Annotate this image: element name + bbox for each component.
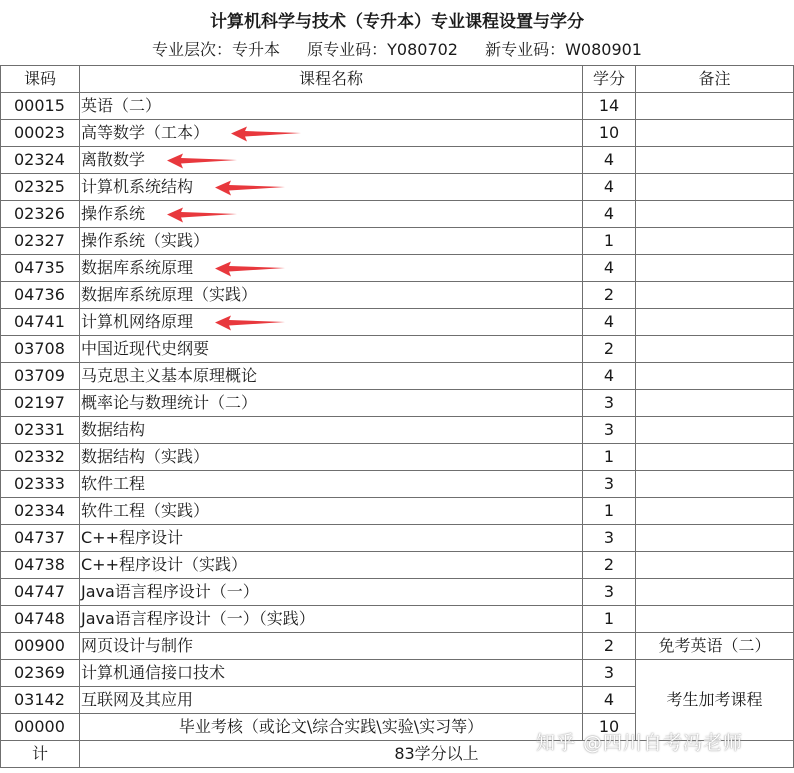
course-credit: 3 bbox=[583, 579, 636, 606]
note-cell bbox=[636, 552, 794, 579]
course-code: 02197 bbox=[1, 390, 80, 417]
course-name: 马克思主义基本原理概论 bbox=[80, 363, 583, 390]
course-credit: 3 bbox=[583, 471, 636, 498]
course-credit: 2 bbox=[583, 633, 636, 660]
course-name: 计算机网络原理 bbox=[80, 309, 583, 336]
note-cell bbox=[636, 525, 794, 552]
course-body bbox=[1, 93, 794, 768]
course-name: 数据结构（实践） bbox=[80, 444, 583, 471]
course-name: 计算机系统结构 bbox=[80, 174, 583, 201]
course-code: 02331 bbox=[1, 417, 80, 444]
course-name: 英语（二） bbox=[80, 93, 583, 120]
table-row bbox=[1, 201, 794, 228]
graduation-code: 00000 bbox=[1, 714, 80, 741]
program-level: 专业层次：专升本 bbox=[152, 40, 281, 59]
course-code: 02325 bbox=[1, 174, 80, 201]
table-row bbox=[1, 498, 794, 525]
course-name: 高等数学（工本） bbox=[80, 120, 583, 147]
total-value: 83学分以上 bbox=[80, 741, 794, 768]
table-row bbox=[1, 282, 794, 309]
course-credit: 4 bbox=[583, 174, 636, 201]
old-program-code: 原专业码：Y080702 bbox=[307, 40, 458, 59]
note-cell bbox=[636, 174, 794, 201]
course-credit: 1 bbox=[583, 498, 636, 525]
header-code: 课码 bbox=[1, 66, 80, 93]
course-code: 02369 bbox=[1, 660, 80, 687]
course-name: 数据结构 bbox=[80, 417, 583, 444]
document-title: 计算机科学与技术（专升本）专业课程设置与学分 bbox=[210, 12, 584, 32]
note-cell bbox=[636, 147, 794, 174]
course-code: 02332 bbox=[1, 444, 80, 471]
course-credit: 2 bbox=[583, 552, 636, 579]
course-table bbox=[0, 65, 794, 768]
course-credit: 3 bbox=[583, 525, 636, 552]
course-name: C++程序设计 bbox=[80, 525, 583, 552]
course-name: 操作系统 bbox=[80, 201, 583, 228]
note-extra-courses: 考生加考课程 bbox=[636, 660, 794, 741]
note-cell bbox=[636, 336, 794, 363]
note-cell bbox=[636, 363, 794, 390]
course-credit: 4 bbox=[583, 363, 636, 390]
course-credit: 4 bbox=[583, 201, 636, 228]
table-row bbox=[1, 579, 794, 606]
total-label: 计 bbox=[1, 741, 80, 768]
graduation-name: 毕业考核（或论文\综合实践\实验\实习等） bbox=[80, 714, 583, 741]
course-credit: 10 bbox=[583, 120, 636, 147]
table-row bbox=[1, 174, 794, 201]
table-row bbox=[1, 147, 794, 174]
course-name: 计算机通信接口技术 bbox=[80, 660, 583, 687]
note-exempt-english: 免考英语（二） bbox=[636, 633, 794, 660]
course-name: 数据库系统原理 bbox=[80, 255, 583, 282]
course-code: 02326 bbox=[1, 201, 80, 228]
table-row bbox=[1, 255, 794, 282]
note-cell bbox=[636, 228, 794, 255]
course-credit: 4 bbox=[583, 687, 636, 714]
course-credit: 1 bbox=[583, 606, 636, 633]
note-cell bbox=[636, 93, 794, 120]
header-note: 备注 bbox=[636, 66, 794, 93]
course-name: 互联网及其应用 bbox=[80, 687, 583, 714]
course-code: 00023 bbox=[1, 120, 80, 147]
course-name: 离散数学 bbox=[80, 147, 583, 174]
table-row bbox=[1, 228, 794, 255]
table-row bbox=[1, 93, 794, 120]
note-cell bbox=[636, 309, 794, 336]
note-cell bbox=[636, 120, 794, 147]
table-row bbox=[1, 336, 794, 363]
note-cell bbox=[636, 417, 794, 444]
course-credit: 4 bbox=[583, 147, 636, 174]
table-row bbox=[1, 120, 794, 147]
course-name: 软件工程 bbox=[80, 471, 583, 498]
table-row bbox=[1, 525, 794, 552]
course-credit: 2 bbox=[583, 336, 636, 363]
header-credit: 学分 bbox=[583, 66, 636, 93]
course-code: 03142 bbox=[1, 687, 80, 714]
course-code: 00900 bbox=[1, 633, 80, 660]
course-name: 概率论与数理统计（二） bbox=[80, 390, 583, 417]
course-code: 04738 bbox=[1, 552, 80, 579]
course-name: 软件工程（实践） bbox=[80, 498, 583, 525]
course-credit: 14 bbox=[583, 93, 636, 120]
header-name: 课程名称 bbox=[80, 66, 583, 93]
note-cell bbox=[636, 444, 794, 471]
course-code: 03709 bbox=[1, 363, 80, 390]
table-row bbox=[1, 471, 794, 498]
course-credit: 3 bbox=[583, 390, 636, 417]
course-code: 04736 bbox=[1, 282, 80, 309]
course-credit: 1 bbox=[583, 228, 636, 255]
course-name: Java语言程序设计（一）（实践） bbox=[80, 606, 583, 633]
note-cell bbox=[636, 471, 794, 498]
table-row bbox=[1, 660, 794, 687]
course-name: 中国近现代史纲要 bbox=[80, 336, 583, 363]
course-name: Java语言程序设计（一） bbox=[80, 579, 583, 606]
header-row bbox=[1, 66, 794, 93]
course-name: 操作系统（实践） bbox=[80, 228, 583, 255]
note-cell bbox=[636, 606, 794, 633]
note-cell bbox=[636, 201, 794, 228]
table-row bbox=[1, 390, 794, 417]
note-cell bbox=[636, 579, 794, 606]
table-row bbox=[1, 552, 794, 579]
graduation-credit: 10 bbox=[583, 714, 636, 741]
course-code: 04747 bbox=[1, 579, 80, 606]
table-row bbox=[1, 363, 794, 390]
table-row bbox=[1, 309, 794, 336]
course-credit: 2 bbox=[583, 282, 636, 309]
note-cell bbox=[636, 282, 794, 309]
course-code: 04737 bbox=[1, 525, 80, 552]
course-code: 04741 bbox=[1, 309, 80, 336]
course-credit: 4 bbox=[583, 309, 636, 336]
course-credit: 3 bbox=[583, 660, 636, 687]
course-credit: 3 bbox=[583, 417, 636, 444]
table-row bbox=[1, 606, 794, 633]
table-row bbox=[1, 417, 794, 444]
table-row bbox=[1, 444, 794, 471]
table-row bbox=[1, 633, 794, 660]
document-subtitle bbox=[0, 38, 794, 62]
course-code: 04748 bbox=[1, 606, 80, 633]
course-code: 02333 bbox=[1, 471, 80, 498]
note-cell bbox=[636, 498, 794, 525]
course-name: C++程序设计（实践） bbox=[80, 552, 583, 579]
course-code: 02327 bbox=[1, 228, 80, 255]
course-code: 02324 bbox=[1, 147, 80, 174]
course-code: 02334 bbox=[1, 498, 80, 525]
course-credit: 4 bbox=[583, 255, 636, 282]
note-cell bbox=[636, 390, 794, 417]
course-code: 04735 bbox=[1, 255, 80, 282]
course-name: 网页设计与制作 bbox=[80, 633, 583, 660]
note-cell bbox=[636, 255, 794, 282]
course-name: 数据库系统原理（实践） bbox=[80, 282, 583, 309]
course-credit: 1 bbox=[583, 444, 636, 471]
new-program-code: 新专业码：W080901 bbox=[485, 40, 642, 59]
watermark: 知乎 @四川自考冯老师 bbox=[536, 732, 744, 754]
course-code: 03708 bbox=[1, 336, 80, 363]
course-code: 00015 bbox=[1, 93, 80, 120]
